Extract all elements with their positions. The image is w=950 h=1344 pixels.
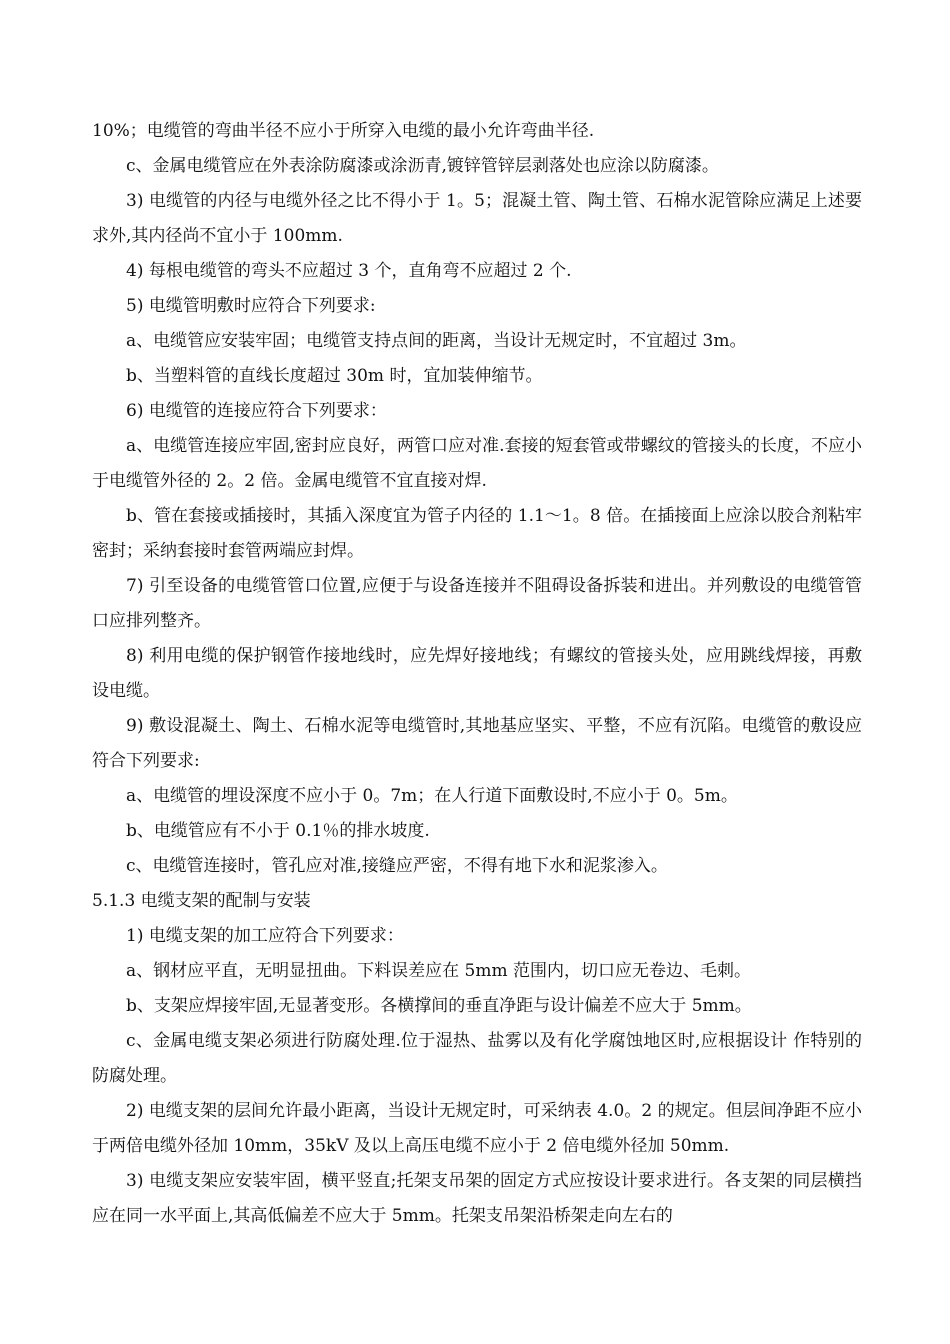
paragraph-16: c、电缆管连接时，管孔应对准,接缝应严密，不得有地下水和泥浆渗入。 — [126, 856, 668, 876]
paragraph-12: 8) 利用电缆的保护钢管作接地线时，应先焊好接地线；有螺纹的管接头处，应用跳线焊接，再敷设电缆。 — [92, 646, 862, 701]
paragraph-10: b、管在套接或插接时，其插入深度宜为管子内径的 1.1～1。8 倍。在插接面上应涂以胶合剂粘牢密封；采纳套接时套管两端应封焊。 — [92, 506, 862, 561]
paragraph-20: b、支架应焊接牢固,无显著变形。各横撑间的垂直净距与设计偏差不应大于 5mm。 — [126, 996, 752, 1016]
paragraph-6: a、电缆管应安装牢固；电缆管支持点间的距离，当设计无规定时，不宜超过 3m。 — [126, 331, 747, 351]
paragraph-2: c、金属电缆管应在外表涂防腐漆或涂沥青,镀锌管锌层剥落处也应涂以防腐漆。 — [126, 156, 719, 176]
paragraph-4: 4) 每根电缆管的弯头不应超过 3 个，直角弯不应超过 2 个. — [126, 261, 572, 281]
paragraph-15: b、电缆管应有不小于 0.1％的排水坡度. — [126, 821, 430, 841]
paragraph-22: 2) 电缆支架的层间允许最小距离，当设计无规定时，可采纳表 4.0。2 的规定。但层间净距不应小于两倍电缆外径加 10mm，35kV 及以上高压电缆不应小于 2 倍电缆外径加 50mm. — [92, 1101, 862, 1156]
document-page — [92, 114, 862, 1234]
paragraph-11: 7) 引至设备的电缆管管口位置,应便于与设备连接并不阻碍设备拆装和进出。并列敷设的电缆管管口应排列整齐。 — [92, 576, 862, 631]
paragraph-7: b、当塑料管的直线长度超过 30m 时，宜加装伸缩节。 — [126, 366, 543, 386]
paragraph-23: 3) 电缆支架应安装牢固，横平竖直;托架支吊架的固定方式应按设计要求进行。各支架的同层横挡应在同一水平面上,其高低偏差不应大于 5mm。托架支吊架沿桥架走向左右的 — [92, 1171, 862, 1226]
paragraph-5: 5) 电缆管明敷时应符合下列要求: — [126, 296, 376, 316]
paragraph-13: 9) 敷设混凝土、陶土、石棉水泥等电缆管时,其地基应坚实、平整，不应有沉陷。电缆管的敷设应符合下列要求: — [92, 716, 862, 771]
paragraph-9: a、电缆管连接应牢固,密封应良好，两管口应对准.套接的短套管或带螺纹的管接头的长度，不应小于电缆管外径的 2。2 倍。金属电缆管不宜直接对焊. — [92, 436, 862, 491]
paragraph-19: a、钢材应平直，无明显扭曲。下料误差应在 5mm 范围内，切口应无卷边、毛刺。 — [126, 961, 751, 981]
paragraph-21: c、金属电缆支架必须进行防腐处理.位于湿热、盐雾以及有化学腐蚀地区时,应根据设计 作特别的防腐处理。 — [92, 1031, 862, 1086]
paragraph-8: 6) 电缆管的连接应符合下列要求： — [126, 401, 387, 421]
paragraph-18: 1) 电缆支架的加工应符合下列要求： — [126, 926, 404, 946]
section-heading: 5.1.3 电缆支架的配制与安装 — [92, 891, 311, 911]
paragraph-1: 10%；电缆管的弯曲半径不应小于所穿入电缆的最小允许弯曲半径. — [92, 121, 595, 141]
paragraph-3: 3) 电缆管的内径与电缆外径之比不得小于 1。5；混凝土管、陶土管、石棉水泥管除应满足上述要求外,其内径尚不宜小于 100mm. — [92, 191, 862, 246]
paragraph-14: a、电缆管的埋设深度不应小于 0。7m；在人行道下面敷设时,不应小于 0。5m。 — [126, 786, 738, 806]
